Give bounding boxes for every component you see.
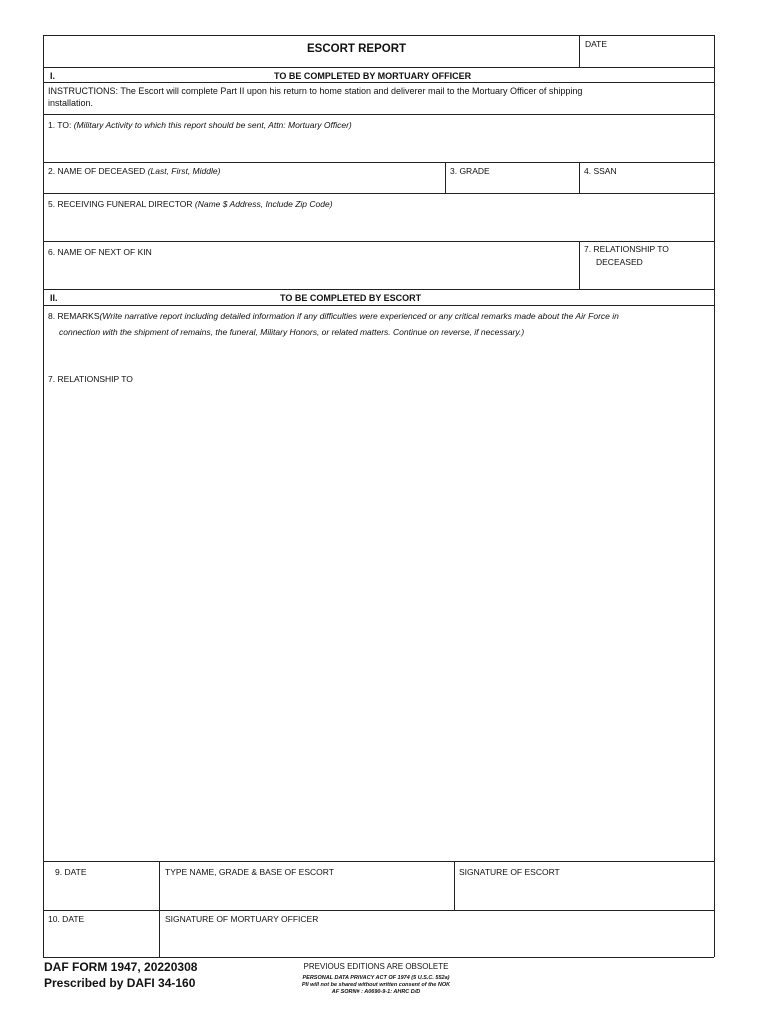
divider [43, 162, 714, 163]
signature-mortuary-label: SIGNATURE OF MORTUARY OFFICER [165, 914, 319, 924]
remarks-field[interactable] [46, 342, 710, 858]
divider [43, 861, 714, 862]
section-2-roman: II. [50, 293, 58, 303]
date-9-field[interactable] [46, 878, 156, 908]
to-field[interactable] [46, 132, 710, 160]
instructions-line-1: INSTRUCTIONS: The Escort will complete Part II upon his return to home station and deliverer mail to the Mortuary Officer of shipping [48, 86, 583, 96]
privacy-line-3: AF SORN# : A0690-9-1: AHRC D/D [331, 989, 421, 995]
to-hint: (Military Activity to which this report should be sent, Attn: Mortuary Officer) [73, 120, 352, 130]
divider [579, 35, 580, 67]
funeral-director-label [48, 199, 333, 209]
divider [579, 162, 580, 193]
relationship-field[interactable] [582, 268, 710, 287]
funeral-director-label-text: 5. RECEIVING FUNERAL DIRECTOR [48, 199, 193, 209]
divider [43, 193, 714, 194]
divider [43, 114, 714, 115]
divider [579, 241, 580, 289]
funeral-director-hint: (Name $ Address, Include Zip Code) [194, 199, 333, 209]
obsolete-notice: PREVIOUS EDITIONS ARE OBSOLETE [303, 962, 449, 971]
divider [445, 162, 446, 193]
remarks-label [48, 311, 619, 321]
funeral-director-field[interactable] [46, 210, 710, 239]
deceased-label [48, 166, 220, 176]
border-bottom [43, 957, 714, 958]
ssan-field[interactable] [582, 176, 710, 191]
relationship-label-line-1: 7. RELATIONSHIP TO [584, 244, 669, 254]
remarks-extra-text: 7. RELATIONSHIP TO [48, 374, 133, 384]
remarks-hint-line-2 [59, 327, 524, 337]
date-9-label: 9. DATE [55, 867, 87, 877]
section-1-roman: I. [50, 71, 56, 81]
border-top [43, 35, 714, 36]
divider [43, 305, 714, 306]
border-left [43, 35, 44, 957]
divider [43, 289, 714, 290]
divider [43, 910, 714, 911]
divider [454, 861, 455, 910]
deceased-hint: (Last, First, Middle) [147, 166, 221, 176]
signature-escort-label: SIGNATURE OF ESCORT [459, 867, 560, 877]
date-label: DATE [585, 39, 608, 49]
remarks-label-text: 8. REMARKS [48, 311, 100, 321]
grade-label: 3. GRADE [450, 166, 490, 176]
privacy-line-1: PERSONAL DATA PRIVACY ACT OF 1974 (5 U.S.C. 552a) [302, 975, 450, 981]
form-title: ESCORT REPORT [307, 43, 407, 55]
ssan-label: 4. SSAN [584, 166, 617, 176]
date-10-field[interactable] [46, 925, 156, 955]
divider [43, 67, 714, 68]
divider [43, 82, 714, 83]
deceased-label-text: 2. NAME OF DECEASED [48, 166, 146, 176]
to-label-text: 1. TO: [48, 120, 72, 130]
prescribed-by: Prescribed by DAFI 34-160 [44, 976, 196, 990]
border-right [714, 35, 715, 957]
date-field[interactable] [582, 50, 710, 65]
signature-escort-field[interactable] [457, 878, 710, 908]
type-name-field[interactable] [162, 878, 451, 908]
date-10-label: 10. DATE [48, 914, 85, 924]
grade-field[interactable] [448, 176, 576, 191]
type-name-label: TYPE NAME, GRADE & BASE OF ESCORT [165, 867, 334, 877]
next-of-kin-label: 6. NAME OF NEXT OF KIN [48, 247, 152, 257]
divider [159, 861, 160, 957]
section-2-header: TO BE COMPLETED BY ESCORT [280, 293, 422, 303]
privacy-line-2: PII will not be shared without written consent of the NOK [301, 982, 451, 988]
form-number: DAF FORM 1947, 20220308 [44, 960, 198, 974]
divider [43, 241, 714, 242]
instructions-line-2: installation. [48, 98, 94, 108]
remarks-hint-line-2-text: connection with the shipment of remains, the funeral, Military Honors, or related matters. Continue on reverse, if necessary.) [59, 327, 525, 337]
remarks-hint-line-1: (Write narrative report including detailed information if any difficulties were experienced or any critical remarks made about the Air Force in [99, 311, 619, 321]
signature-mortuary-field[interactable] [162, 925, 710, 955]
relationship-label-line-2: DECEASED [596, 257, 643, 267]
next-of-kin-field[interactable] [46, 258, 576, 287]
section-1-header: TO BE COMPLETED BY MORTUARY OFFICER [274, 71, 472, 81]
deceased-name-field[interactable] [46, 176, 442, 191]
to-label [48, 120, 352, 130]
